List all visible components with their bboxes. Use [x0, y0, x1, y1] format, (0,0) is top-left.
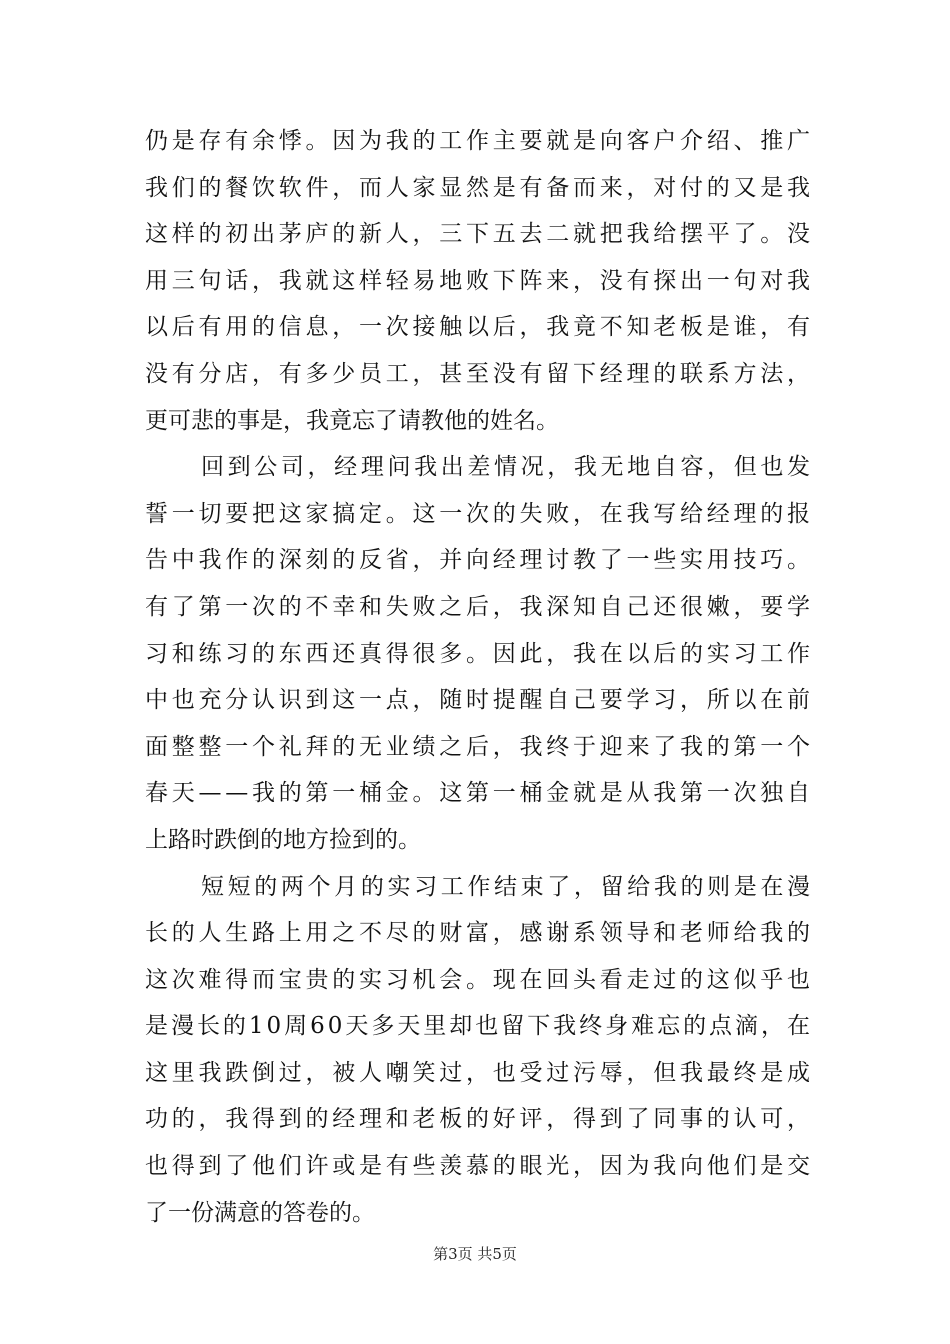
text-line: 以后有用的信息，一次接触以后，我竟不知老板是谁，有: [145, 314, 814, 341]
text-line: 这次难得而宝贵的实习机会。现在回头看走过的这似乎也: [145, 966, 814, 993]
text-line: 用三句话，我就这样轻易地败下阵来，没有探出一句对我: [145, 267, 814, 294]
paragraph: [145, 444, 814, 863]
text-line: 没有分店，有多少员工，甚至没有留下经理的联系方法，: [145, 360, 814, 387]
paragraph: [145, 864, 814, 1237]
text-line: 也得到了他们许或是有些羡慕的眼光，因为我向他们是交: [145, 1153, 814, 1180]
text-line: 我们的餐饮软件，而人家显然是有备而来，对付的又是我: [145, 174, 814, 201]
text-line: 功的，我得到的经理和老板的好评，得到了同事的认可，: [145, 1106, 814, 1133]
text-line: 了一份满意的答卷的。: [145, 1199, 375, 1226]
text-line: 这样的初出茅庐的新人，三下五去二就把我给摆平了。没: [145, 221, 814, 248]
text-line: 誓一切要把这家搞定。这一次的失败，在我写给经理的报: [145, 500, 814, 527]
text-line: 回到公司，经理问我出差情况，我无地自容，但也发: [201, 454, 814, 481]
text-line: 面整整一个礼拜的无业绩之后，我终于迎来了我的第一个: [145, 733, 814, 760]
text-line: 习和练习的东西还真得很多。因此，我在以后的实习工作: [145, 640, 814, 667]
text-line: 更可悲的事是，我竟忘了请教他的姓名。: [145, 407, 559, 434]
text-line: 仍是存有余悸。因为我的工作主要就是向客户介绍、推广: [145, 128, 814, 154]
paragraph: [145, 118, 814, 444]
text-line: 告中我作的深刻的反省，并向经理讨教了一些实用技巧。: [145, 547, 814, 574]
text-line: 有了第一次的不幸和失败之后，我深知自己还很嫩，要学: [145, 593, 814, 620]
text-line: 春天——我的第一桶金。这第一桶金就是从我第一次独自: [145, 780, 814, 807]
text-line: 上路时跌倒的地方捡到的。: [145, 826, 421, 853]
page-footer: 第3页 共5页: [433, 1245, 517, 1263]
text-line: 是漫长的10周60天多天里却也留下我终身难忘的点滴，在: [145, 1013, 813, 1040]
text-line: 这里我跌倒过，被人嘲笑过，也受过污辱，但我最终是成: [145, 1059, 814, 1086]
text-line: 短短的两个月的实习工作结束了，留给我的则是在漫: [201, 873, 814, 900]
body-text: [145, 118, 814, 1236]
text-line: 长的人生路上用之不尽的财富，感谢系领导和老师给我的: [145, 920, 814, 947]
text-line: 中也充分认识到这一点，随时提醒自己要学习，所以在前: [145, 687, 814, 714]
